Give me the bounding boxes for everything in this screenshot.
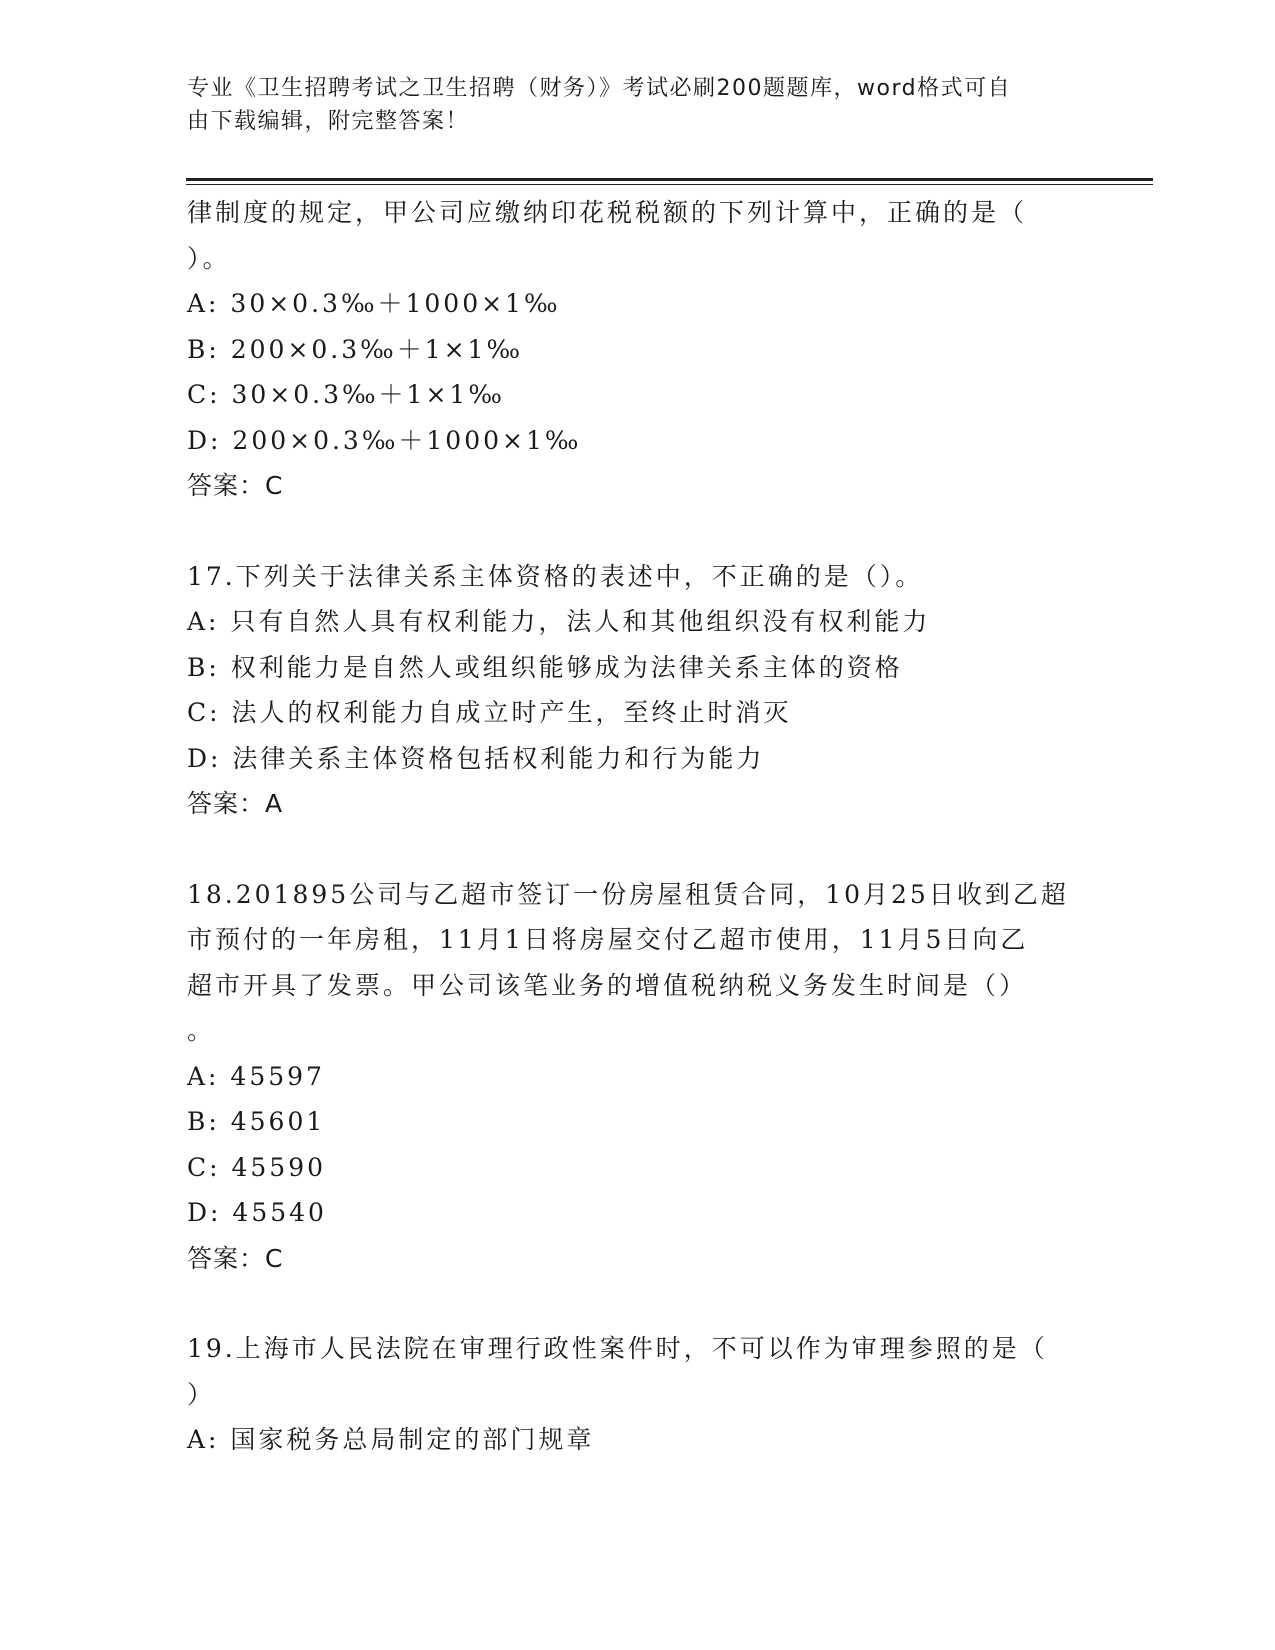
option-c: C: 30×0.3‰＋1×1‰: [187, 380, 505, 409]
answer-line: 答案：C: [187, 1243, 284, 1273]
option-d: D: 200×0.3‰＋1000×1‰: [187, 425, 582, 455]
question-stem-line: 律制度的规定，甲公司应缴纳印花税税额的下列计算中，正确的是（: [187, 198, 1028, 227]
option-d: D: 法律关系主体资格包括权利能力和行为能力: [187, 743, 765, 773]
option-b: B: 权利能力是自然人或组织能够成为法律关系主体的资格: [187, 652, 903, 682]
question-stem-line: 17.下列关于法律关系主体资格的表述中，不正确的是（）。: [187, 561, 924, 591]
question-stem-line: ）。: [187, 243, 231, 273]
question-spacer: [187, 1281, 1087, 1326]
header-line-2: 由下载编辑，附完整答案！: [187, 109, 470, 134]
option-d: D: 45540: [187, 1198, 327, 1227]
question-16: [187, 190, 1087, 509]
question-18: [187, 872, 1087, 1282]
option-a: A: 只有自然人具有权利能力，法人和其他组织没有权利能力: [187, 607, 931, 636]
option-c: C: 45590: [187, 1152, 327, 1182]
question-17: [187, 554, 1087, 827]
question-stem-line: 19.上海市人民法院在审理行政性案件时，不可以作为审理参照的是（: [187, 1334, 1048, 1363]
option-a: A: 45597: [187, 1061, 325, 1091]
option-a: A: 国家税务总局制定的部门规章: [187, 1425, 595, 1454]
question-stem-line: ）: [187, 1379, 216, 1409]
option-b: B: 200×0.3‰＋1×1‰: [187, 334, 524, 364]
question-stem-line: 18.201895公司与乙超市签订一份房屋租赁合同，10月25日收到乙超: [187, 879, 1069, 909]
option-a: A: 30×0.3‰＋1000×1‰: [187, 289, 561, 318]
header-rule-thick: [186, 178, 1153, 181]
question-19: [187, 1326, 1087, 1463]
answer-line: 答案：C: [187, 471, 284, 500]
header-line-1: 专业《卫生招聘考试之卫生招聘（财务）》考试必刷200题题库，word格式可自: [187, 76, 1012, 101]
question-spacer: [187, 827, 1087, 872]
question-stem-line: 。: [187, 1016, 216, 1045]
question-stem-line: 市预付的一年房租，11月1日将房屋交付乙超市使用，11月5日向乙: [187, 925, 1029, 954]
document-header: [187, 72, 1067, 138]
question-stem-line: 超市开具了发票。甲公司该笔业务的增值税纳税义务发生时间是（）: [187, 970, 1028, 1000]
option-b: B: 45601: [187, 1107, 326, 1136]
option-c: C: 法人的权利能力自成立时产生，至终止时消灭: [187, 698, 792, 727]
question-spacer: [187, 509, 1087, 554]
answer-line: 答案：A: [187, 789, 284, 818]
question-list: [187, 190, 1087, 1463]
header-rule-thin: [186, 184, 1153, 185]
